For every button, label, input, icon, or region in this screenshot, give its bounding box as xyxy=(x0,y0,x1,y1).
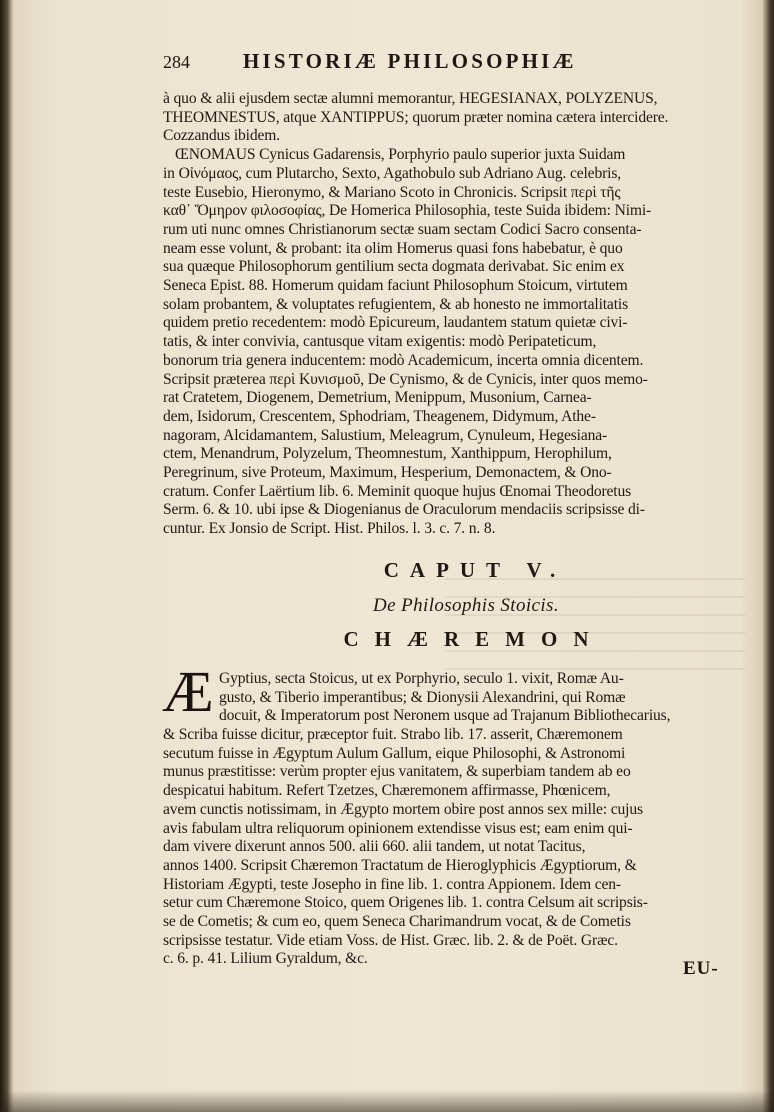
page-bottom-shadow xyxy=(0,1090,774,1112)
chapter-subtitle: De Philosophis Stoicis. xyxy=(373,594,559,616)
text-line: dem, Isidorum, Crescentem, Sphodriam, Theagenem, Didymum, Athe- xyxy=(163,407,596,425)
catchword: EU- xyxy=(683,958,719,979)
page-gutter-shadow xyxy=(0,0,12,1112)
text-line: despicatui habitum. Refert Tzetzes, Chæremonem affirmasse, Phœnicem, xyxy=(163,782,611,800)
text-line: dam vivere dixerunt annos 500. alii 660. alii tandem, ut notat Tacitus, xyxy=(163,838,586,856)
text-line: docuit, & Imperatorum post Neronem usque ad Trajanum Bibliothecarius, xyxy=(219,707,671,725)
page-number: 284 xyxy=(163,52,190,72)
text-line: se de Cometis; & cum eo, quem Seneca Charimandrum vocat, & de Cometis xyxy=(163,913,631,931)
text-line: teste Eusebio, Hieronymo, & Mariano Scoto in Chronicis. Scripsit περὶ τῆς xyxy=(163,183,621,201)
drop-cap: Æ xyxy=(162,658,214,724)
text-line: tatis, & inter convivia, cantusque vitam exigentis: modò Peripateticum, xyxy=(163,333,597,351)
text-line: rum uti nunc omnes Christianorum sectæ suam sectam Codici Sacro consenta- xyxy=(163,220,642,238)
text-line: Seneca Epist. 88. Homerum quidam faciunt Philosophum Stoicum, virtutem xyxy=(163,277,628,295)
paragraph-hegesianax xyxy=(163,90,769,146)
text-line: neam esse volunt, & probant: ita olim Homerus quasi fons habebatur, è quo xyxy=(163,239,623,257)
text-line: Serm. 6. & 10. ubi ipse & Diogenianus de Oraculorum mendaciis scripsisse di- xyxy=(163,501,645,519)
entry-heading-chaeremon: CHÆREMON xyxy=(343,626,605,651)
paragraph-oenomaus xyxy=(163,146,769,539)
text-line: sua quæque Philosophorum gentilium secta dogmata derivabat. Sic enim ex xyxy=(163,258,625,276)
chaeremon-entry xyxy=(162,658,769,969)
text-line: Scripsit præterea περὶ Κυνισμοῦ, De Cynismo, & de Cynicis, inter quos memo- xyxy=(163,370,648,388)
text-line: Historiam Ægypti, teste Josepho in fine lib. 1. contra Appionem. Idem cen- xyxy=(163,875,621,893)
text-line: à quo & alii ejusdem sectæ alumni memorantur, HEGESIANAX, POLYZENUS, xyxy=(163,90,658,107)
paragraph-chaeremon xyxy=(163,670,769,969)
text-line: solam probantem, & voluptates refugientem, & ab honesto ne immortalitatis xyxy=(163,295,628,313)
text-line: THEOMNESTUS, atque XANTIPPUS; quorum præter nomina cætera intercidere. xyxy=(163,108,669,126)
text-line: & Scriba fuisse dicitur, præceptor fuit. Strabo lib. 17. asserit, Chæremonem xyxy=(163,725,623,743)
text-line: ctem, Menandrum, Polyzelum, Theomnestum, Xanthippum, Herophilum, xyxy=(163,445,612,463)
text-line: gusto, & Tiberio imperantibus; & Dionysii Alexandrini, qui Romæ xyxy=(219,688,626,706)
text-line: scripsisse testatur. Vide etiam Voss. de Hist. Græc. lib. 2. & de Poët. Græc. xyxy=(163,931,618,949)
text-line: cratum. Confer Laërtium lib. 6. Meminit quoque hujus Œnomai Theodoretus xyxy=(163,482,632,500)
text-line: c. 6. p. 41. Lilium Gyraldum, &c. xyxy=(163,950,368,968)
text-line: annos 1400. Scripsit Chæremon Tractatum de Hieroglyphicis Ægyptiorum, & xyxy=(163,856,637,874)
chapter-heading: CAPUT V. xyxy=(383,557,567,582)
text-line: καθ᾽ Ὅμηρον φιλοσοφίας, De Homerica Philosophia, teste Suida ibidem: Nimi- xyxy=(163,202,652,220)
text-line: Peregrinum, sive Proteum, Maximum, Hesperium, Demonactem, & Ono- xyxy=(163,464,612,482)
text-line: nagoram, Alcidamantem, Salustium, Meleagrum, Cynuleum, Hegesiana- xyxy=(163,426,608,444)
text-line: rat Cratetem, Diogenem, Demetrium, Menippum, Musonium, Carnea- xyxy=(163,389,592,407)
text-line: quidem pretio recedentem: modò Epicureum, laudantem statum quietæ civi- xyxy=(163,314,628,332)
text-line: munus præstitisse: verùm propter ejus vanitatem, & superbiam tandem ab eo xyxy=(163,763,631,781)
text-line: secutum fuisse in Ægyptum Aulum Gallum, eique Philosophi, & Astronomi xyxy=(163,744,626,762)
text-line: bonorum tria genera inducentem: modò Academicum, incerta omnia dicentem. xyxy=(163,351,644,369)
text-line: Cozzandus ibidem. xyxy=(163,127,280,145)
text-line: setur cum Chæremone Stoico, quem Origenes lib. 1. contra Celsum ait scripsis- xyxy=(163,894,648,912)
text-line: cuntur. Ex Jonsio de Script. Hist. Philos. l. 3. c. 7. n. 8. xyxy=(163,520,496,538)
text-line: Gyptius, secta Stoicus, ut ex Porphyrio, seculo 1. vixit, Romæ Au- xyxy=(219,669,624,687)
text-line: in Οἰνόμαος, cum Plutarcho, Sexto, Agathobulo sub Adriano Aug. celebris, xyxy=(163,164,621,182)
running-head-title: HISTORIÆ PHILOSOPHIÆ xyxy=(243,49,577,73)
running-head xyxy=(163,49,769,90)
text-line: avis fabulam ultra reliquorum opinionem extendisse visus est; eam enim qui- xyxy=(163,819,633,837)
text-line: ŒNOMAUS Cynicus Gadarensis, Porphyrio paulo superior juxta Suidam xyxy=(175,146,626,164)
text-block xyxy=(162,49,769,969)
text-line: avem cunctis notissimam, in Ægypto mortem obire post annos sex mille: cujus xyxy=(163,800,643,818)
